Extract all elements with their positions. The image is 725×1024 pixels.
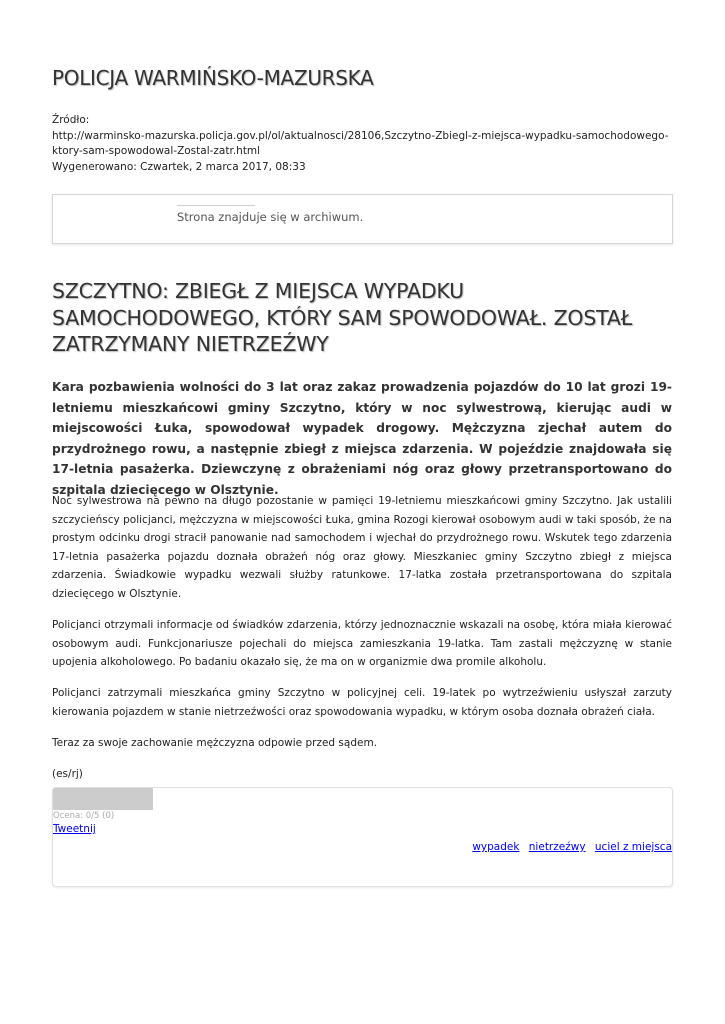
rating-text: Ocena: 0/5 (0) [53, 811, 115, 821]
archive-divider [177, 205, 255, 206]
article-paragraph: Noc sylwestrowa na pewno na długo pozostanie w pamięci 19-letniemu mieszkańcowi gminy Szczytno. Jak ustalili szczycieńscy policjanci, mężczyzna w miejscowości Łuka, gmina Rozogi kierował osobowym audi w taki sposób, że na prostym odcinku drogi stracił panowanie nad samochodem i wjechał do przydrożnego rowu. Wskutek tego zdarzenia 17-letnia pasażerka pojazdu doznała obrażeń nóg oraz głowy. Mieszkaniec gminy Szczytno zbiegł z miejsca zdarzenia. Świadkowie wypadku wezwali służby ratunkowe. 17-latka została przetransportowana do szpitala dziecięcego w Olsztynie. [52, 495, 672, 600]
generated-date: Wygenerowano: Czwartek, 2 marca 2017, 08:33 [52, 160, 306, 173]
tweet-link[interactable]: Tweetnij [53, 823, 96, 835]
article-lead: Kara pozbawienia wolności do 3 lat oraz zakaz prowadzenia pojazdów do 10 lat grozi 19-letniemu mieszkańcowi gminy Szczytno, który w noc sylwestrową, kierując audi w miejscowości Łuka, spowodował wypadek drogowy. Mężczyzna zjechał autem do przydrożnego rowu, a następnie zbiegł z miejsca zdarzenia. W pojeździe znajdowała się 17-letnia pasażerka. Dziewczynę z obrażeniami nóg oraz głowy przetransportowano do szpitala dziecięcego w Olsztynie. [52, 380, 672, 497]
tag-link[interactable]: wypadek [472, 841, 520, 853]
source-label: Źródło: [52, 114, 90, 126]
tag-link[interactable]: nietrzeźwy [528, 841, 586, 853]
source-url: http://warminsko-mazurska.policja.gov.pl/ol/aktualnosci/28106,Szczytno-Zbiegl-z-miejsca-wypadku-samochodowego-ktory-sam-spowodowal-Zostal-zatr.html [52, 129, 669, 157]
site-title: POLICJA WARMIŃSKO-MAZURSKA [52, 66, 374, 90]
print-meta [52, 113, 673, 175]
rating-stars[interactable] [53, 788, 153, 810]
tag-list [466, 841, 672, 853]
article-footer [52, 787, 673, 887]
archive-notice: Strona znajduje się w archiwum. [177, 210, 364, 224]
article-body [52, 492, 672, 796]
tag-link[interactable]: uciel z miejsca [594, 841, 672, 853]
author-initials: (es/rj) [52, 767, 83, 780]
archive-notice-box [52, 194, 673, 244]
article-title: SZCZYTNO: ZBIEGŁ Z MIEJSCA WYPADKU SAMOCHODOWEGO, KTÓRY SAM SPOWODOWAŁ. ZOSTAŁ ZATRZYMANY NIETRZEŹWY [52, 279, 633, 356]
article-paragraph: Policjanci zatrzymali mieszkańca gminy Szczytno w policyjnej celi. 19-latek po wytrzeźwieniu usłyszał zarzuty kierowania pojazdem w stanie nietrzeźwości oraz spowodowania wypadku, w którym osoba doznała obrażeń ciała. [52, 687, 672, 718]
article-paragraph: Policjanci otrzymali informacje od świadków zdarzenia, którzy jednoznacznie wskazali na osobę, która miała kierować osobowym audi. Funkcjonariusze pojechali do miejsca zamieszkania 19-latka. Tam zastali mężczyznę w stanie upojenia alkoholowego. Po badaniu okazało się, że ma on w organizmie dwa promile alkoholu. [52, 618, 672, 669]
article-paragraph: Teraz za swoje zachowanie mężczyzna odpowie przed sądem. [52, 736, 378, 749]
